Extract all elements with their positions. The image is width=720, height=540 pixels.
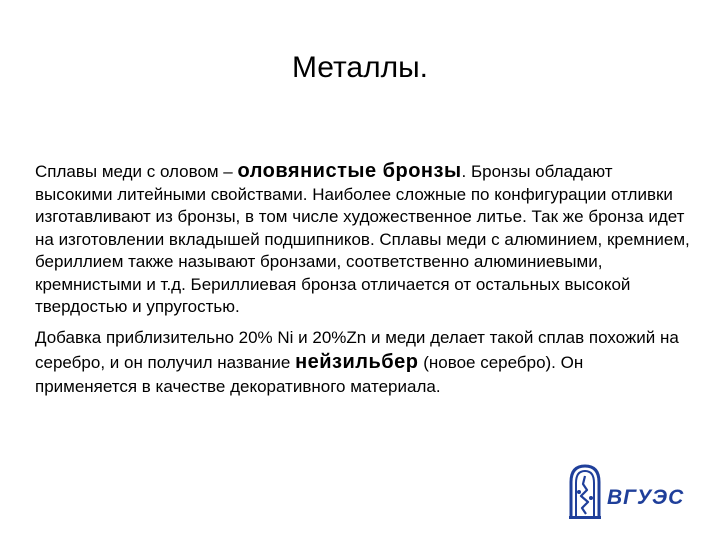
slide-title: Металлы. [291,51,428,84]
university-logo [565,462,685,520]
university-emblem-icon [565,462,605,520]
university-logo-text: ВГУЭС [607,486,685,509]
paragraph-bronze [35,160,690,319]
term-nickel-silver: нейзильбер [295,350,419,373]
paragraph-nickel-silver-body: (новое серебро). Он применяется в качестве декоративного материала. [35,352,584,396]
paragraph-bronze-body: . Бронзы обладают высокими литейными свойствами. Наиболее сложные по конфигурации отливки изготавливают из бронзы, в том числе художественное литье. Так же бронза идет на изготовлении вкладышей подшипников. Сплавы меди с алюминием, кремнием, бериллием также называют бронзами, соответственно алюминиевыми, кремнистыми и т.д. Бериллиевая бронза отличается от остальных высокой твердостью и упругостью. [35,162,690,316]
paragraph-nickel-silver [35,326,690,399]
term-tin-bronze: оловянистые бронзы [237,160,462,182]
body-text [35,160,690,399]
paragraph-nickel-silver-intro: Добавка приблизительно 20% Ni и 20%Zn и меди делает такой сплав похожий на серебро, и он получил название [35,327,679,372]
paragraph-bronze-intro: Сплавы меди с оловом – [35,162,238,181]
